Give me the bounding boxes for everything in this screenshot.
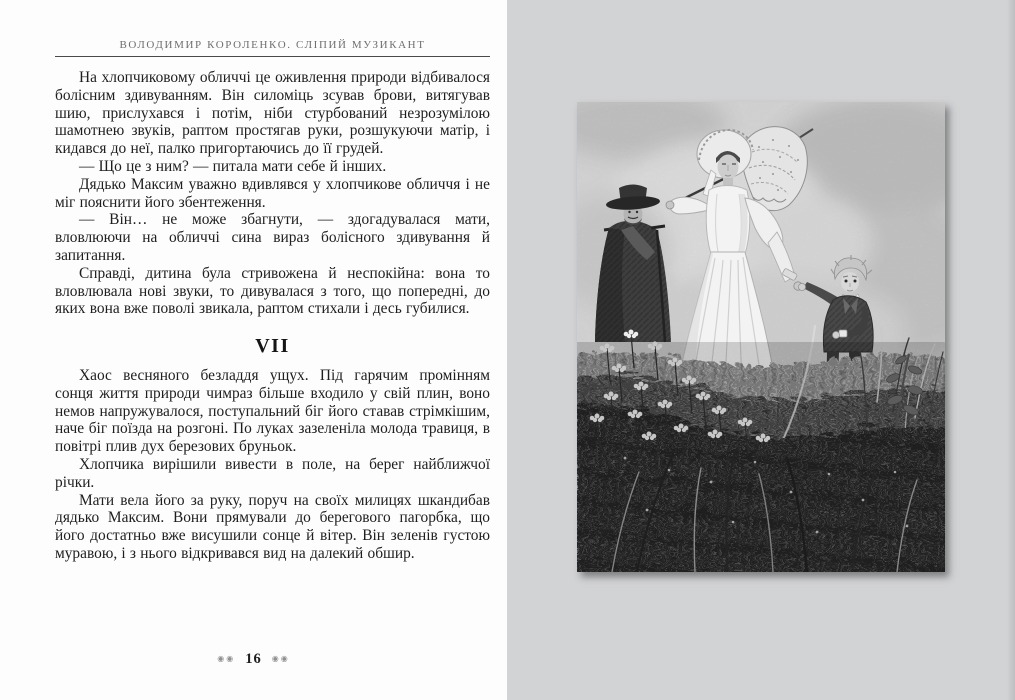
paragraph: Хаос весняного безладдя ущух. Під гарячим промінням сонця життя природи чимраз більше входило у свій плин, воно немов напружувалося, поступальний біг його ставав стрімкішим, наче біг поїзда на розгоні. По луках зазеленіла молода травиця, в повітрі плив дух березових бруньок. bbox=[55, 366, 490, 456]
illustration-frame bbox=[577, 102, 945, 572]
paragraph: Мати вела його за руку, поруч на своїх милицях шкандибав дядько Максим. Вони прямували до берегового пагорбка, що його достатньо вже висушили сонце й вітер. Він зеленів густою муравою, і з нього відкривався вид на далекий обшир. bbox=[55, 491, 490, 562]
paragraph: — Він… не може збагнути, — здогадувалася мати, вловлюючи на обличчі сина вираз болісного здивування й запитання. bbox=[55, 211, 490, 264]
meadow-grass bbox=[577, 326, 945, 572]
paragraph: Хлопчика вирішили вивести в поле, на берег найближчої річки. bbox=[55, 455, 490, 491]
illustration bbox=[577, 102, 945, 572]
left-page bbox=[0, 0, 507, 700]
paragraph: — Що це з ним? — питала мати себе й інших. bbox=[79, 157, 387, 175]
paragraph: На хлопчиковому обличчі це оживлення природи відбивалося болісним здивуванням. Він силоміць зсував брови, витягував шию, прислухався і потім, ніби стурбований незрозумілою шамотнею звуків, раптом простягав руки, розшукуючи матір, і кидався до неї, палко пригортаючись до її грудей. bbox=[55, 69, 490, 158]
footer-ornament-left: ◉◉ bbox=[217, 654, 236, 663]
paragraph: Справді, дитина була стривожена й неспокійна: вона то вловлювала нові звуки, то дивувалася з того, що попередні, до яких вона вже поволі звикала, раптом стихали і десь губилися. bbox=[55, 264, 490, 318]
paragraph: Дядько Максим уважно вдивлявся у хлопчикове обличчя і не міг пояснити його збентеження. bbox=[55, 175, 490, 211]
page-edge-shade bbox=[1007, 0, 1015, 700]
footer-ornament-right: ◉◉ bbox=[271, 654, 290, 663]
paragraphs-after-heading bbox=[55, 367, 490, 563]
running-header: ВОЛОДИМИР КОРОЛЕНКО. СЛІПИЙ МУЗИКАНТ bbox=[119, 39, 426, 51]
header-rule bbox=[55, 56, 490, 57]
paragraphs-before-heading bbox=[55, 69, 490, 318]
page-footer bbox=[0, 650, 507, 668]
chapter-heading: VII bbox=[255, 335, 290, 358]
page-number: 16 bbox=[245, 651, 262, 667]
body-text bbox=[55, 69, 490, 563]
right-page bbox=[507, 0, 1015, 700]
